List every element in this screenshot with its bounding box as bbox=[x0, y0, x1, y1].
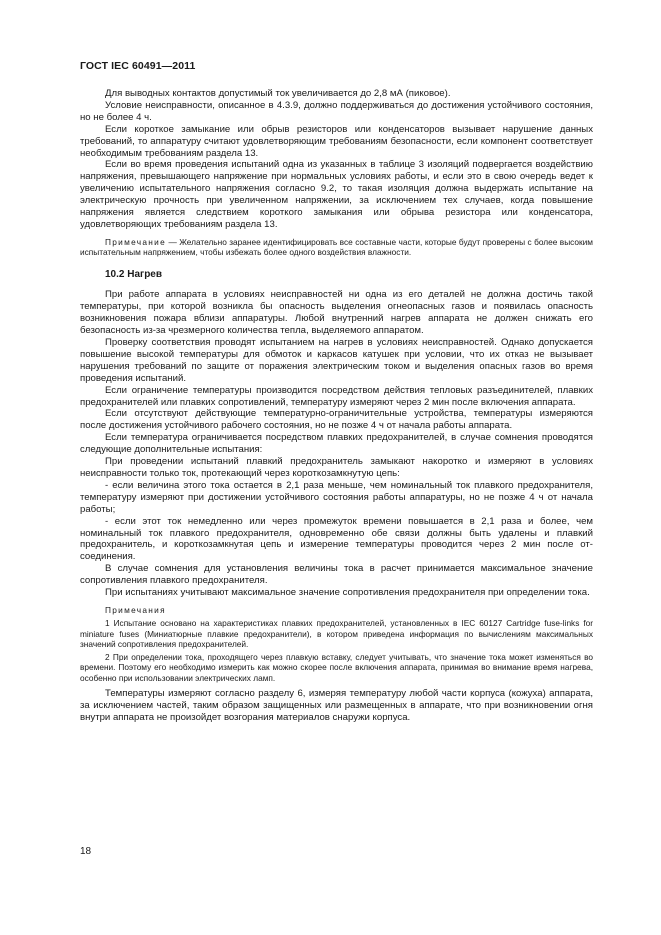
note-item: 1 Испытание основано на характеристиках плавких предохранителей, установленных в IEC 60127 Cartridge fuse-links for miniature fuses (Миниатюрные плавкие предохранители), в котором приведена информация по вычислениям максимальных значений сопротивления предохранителей. bbox=[80, 618, 593, 649]
page-number: 18 bbox=[80, 846, 92, 857]
paragraph: Условие неисправности, описанное в 4.3.9, должно поддерживаться до достижения устойчивого состояния, но не более 4 ч. bbox=[80, 99, 593, 123]
document-header: ГОСТ IEC 60491—2011 bbox=[80, 60, 196, 72]
paragraph: При работе аппарата в условиях неисправностей ни одна из его деталей не должна достичь такой температуры, при которой возникла бы опасность выделения огнеопасных газов и появилась опасность возникновения пожара вблизи аппаратуры. Любой внутренний нагрев аппарата не должен снижать его безопасность из-за чрезмерного количества тепла, выделяемого аппаратом. bbox=[80, 289, 593, 337]
note-text: — Желательно заранее идентифицировать все составные части, которые будут проверены с более высоким испытательным напряжением, чтобы избежать более одного воздействия влажности. bbox=[80, 236, 593, 258]
paragraph: Для выводных контактов допустимый ток увеличивается до 2,8 мА (пиковое). bbox=[105, 88, 451, 99]
notes-heading bbox=[80, 605, 593, 615]
note-label: Примечание bbox=[105, 236, 167, 247]
paragraph: При проведении испытаний плавкий предохранитель замыкают накоротко и измеряют в условиях неисправности только ток, протекающий через короткозамкнутую цепь: bbox=[80, 456, 593, 479]
paragraph: Если во время проведения испытаний одна из указанных в таблице 3 изоляций подвергается воздействию напряжения, превышающего напряжение при нормальных условиях работы, и если это в свою очередь ведет к увеличению испытательного напряжения согласно 9.2, то такая изоляция должна выдержать испытание на электрическую прочность при увеличенном напряжении, за исключением тех случаев, когда повышение напряжения является следствием короткого замыкания или обрыва резистора или конденсатора, удовлетворяющих требованиям раздела 13. bbox=[80, 159, 593, 230]
paragraph: Если температура ограничивается посредством плавких предохранителей, в случае сомнения проводятся следующие дополнительные испытания: bbox=[80, 432, 593, 456]
paragraph: Если ограничение температуры производится посредством действия тепловых разъединителей, плавких предохранителей или плавких сопротивлений, температуру измеряют через 2 мин после включения аппарата. bbox=[80, 384, 593, 408]
list-item: - если этот ток немедленно или через промежуток времени повышается в 2,1 раза и более, чем номинальный ток плавкого предохранителя, одновременно обе связи должны быть удалены и плавкий предохранитель, и короткозамкнутая цепь и измерение температуры проводится через 2 мин после отсоединения. bbox=[80, 515, 593, 563]
paragraph: При испытаниях учитывают максимальное значение сопротивления предохранителя при определении тока. bbox=[105, 587, 590, 599]
document-body bbox=[80, 88, 593, 724]
note bbox=[80, 237, 593, 258]
notes-label: Примечания bbox=[105, 604, 166, 615]
section-title: 10.2 Нагрев bbox=[105, 269, 163, 281]
paragraph: Проверку соответствия проводят испытанием на нагрев в условиях неисправностей. Однако допускается повышение высокой температуры для обмоток и каркасов катушек при условии, что их отказ не вызывает нарушения требований по защите от поражения электрическим током и выделения опасных газов во время проведения испытаний. bbox=[80, 337, 593, 384]
list-item: - если величина этого тока остается в 2,1 раза меньше, чем номинальный ток плавкого предохранителя, температуру измеряют при достижении устойчивого состояния работы аппаратуры, но не позже 4 ч от начала работы; bbox=[80, 479, 593, 515]
paragraph: Температуры измеряют согласно разделу 6, измеряя температуру любой части корпуса (кожуха) аппарата, за исключением частей, таким образом защищенных или размещенных в аппарате, что при возникновении огня внутри аппарата не произойдет возгорания материалов снаружи корпуса. bbox=[80, 688, 593, 723]
paragraph: Если короткое замыкание или обрыв резисторов или конденсаторов вызывает нарушение данных требований, то аппаратуру считают удовлетворяющим требованиям безопасности, если компонент соответствует необходимым требованиям раздела 13. bbox=[80, 123, 593, 159]
paragraph: Если отсутствуют действующие температурно-ограничительные устройства, температуры измеряются после достижения устойчивого рабочего состояния, но не позже 4 ч от начала работы аппарата. bbox=[80, 408, 593, 432]
note-item: 2 При определении тока, проходящего через плавкую вставку, следует учитывать, что значение тока может изменяться во времени. Поэтому его необходимо измерить как можно скорее после включения аппарата, принимая во внимание время нагрева, особенно при использовании электрических ламп. bbox=[80, 652, 593, 683]
paragraph: В случае сомнения для установления величины тока в расчет принимается максимальное значение сопротивления плавкого предохранителя. bbox=[80, 563, 593, 587]
